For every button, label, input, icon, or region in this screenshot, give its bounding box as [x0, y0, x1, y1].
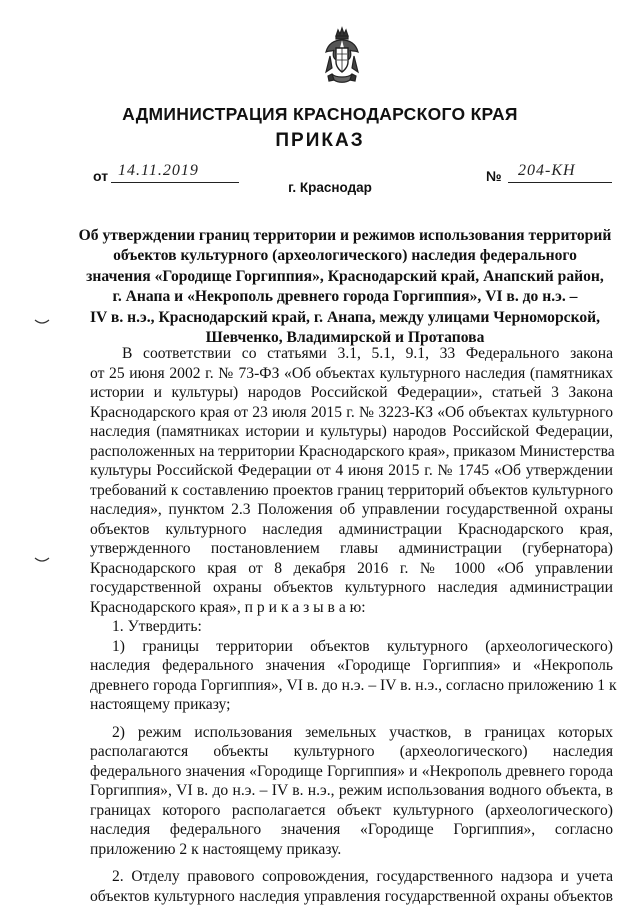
text-line: располагаются объекты культурного (археологического) наследия — [90, 742, 613, 762]
item-1-subitem-1 — [90, 637, 613, 715]
text-line: Горгиппия», VI в. до н.э. – IV в. н.э., режим использования водного объекта, в — [90, 781, 613, 801]
text-line: 2) режим использования земельных участков, в границах которых — [90, 723, 613, 743]
text-line: приложению 2 к настоящему приказу. — [90, 840, 613, 860]
paragraph-gap — [90, 715, 613, 723]
item-2 — [90, 867, 613, 906]
item-1-subitem-2 — [90, 723, 613, 860]
coat-of-arms-icon — [322, 26, 362, 86]
text-line: наследия федерального значения «Городище Горгиппия», согласно — [90, 820, 613, 840]
subject-line: Шевченко, Владимирской и Протапова — [78, 328, 612, 348]
hole-punch-mark-icon — [34, 556, 50, 564]
number-label: № — [486, 168, 502, 184]
date-value: 14.11.2019 — [118, 162, 199, 180]
text-line: требований к составлению проектов границ территорий объектов культурного — [90, 481, 613, 501]
document-type: ПРИКАЗ — [0, 130, 640, 152]
subject-line: значения «Городище Горгиппия», Краснодарский край, Анапский район, — [78, 267, 612, 287]
text-line: расположенных на территории Краснодарского края», приказом Министерства — [90, 442, 613, 462]
text-line: объектов культурного наследия управления государственной охраны объектов — [90, 887, 613, 906]
number-value: 204-КН — [518, 162, 576, 180]
text-line: истории и культуры) народов Российской Федерации», статьей 3 Закона — [90, 383, 613, 403]
city-label: г. Краснодар — [0, 180, 640, 195]
subject-line: г. Анапа и «Некрополь древнего города Горгиппия», VI в. до н.э. – — [78, 287, 612, 307]
text-line: 1) границы территории объектов культурного (археологического) — [90, 637, 613, 657]
text-line: федерального значения «Городище Горгиппия» и «Некрополь древнего города — [90, 762, 613, 782]
paragraph-gap — [90, 859, 613, 867]
preamble-paragraph — [90, 344, 613, 617]
organization-title: АДМИНИСТРАЦИЯ КРАСНОДАРСКОГО КРАЯ — [0, 104, 640, 125]
text-line: 1. Утвердить: — [90, 617, 613, 637]
date-label: от — [93, 168, 108, 184]
text-line: наследия (памятниках истории и культуры) народов Российской Федерации, — [90, 422, 613, 442]
text-line: Краснодарского края от 23 июля 2015 г. № 3223-КЗ «Об объектах культурного — [90, 403, 613, 423]
text-line: утвержденного постановлением главы администрации (губернатора) — [90, 539, 613, 559]
text-line: В соответствии со статьями 3.1, 5.1, 9.1, 33 Федерального закона — [90, 344, 613, 364]
text-line: 2. Отделу правового сопровождения, государственного надзора и учета — [90, 867, 613, 887]
text-line: наследия федерального значения «Городище Горгиппия» и «Некрополь — [90, 656, 613, 676]
order-body — [90, 344, 613, 906]
text-line: настоящему приказу; — [90, 695, 613, 715]
subject-line: объектов культурного (археологического) наследия федерального — [78, 246, 612, 266]
text-line: государственной охраны объектов культурного наследия администрации — [90, 578, 613, 598]
item-1-heading — [90, 617, 613, 637]
text-line: культуры Российской Федерации от 4 июня 2015 г. № 1745 «Об утверждении — [90, 461, 613, 481]
hole-punch-mark-icon — [34, 318, 50, 326]
text-line: границах которого располагается объект культурного (археологического) — [90, 801, 613, 821]
text-line: объектов культурного наследия администрации Краснодарского края, — [90, 520, 613, 540]
text-line: Краснодарского края от 8 декабря 2016 г. № 1000 «Об управлении — [90, 559, 613, 579]
text-line: от 25 июня 2002 г. № 73-ФЗ «Об объектах культурного наследия (памятниках — [90, 364, 613, 384]
order-subject — [78, 226, 612, 348]
text-line: наследия», пунктом 2.3 Положения об управлении государственной охраны — [90, 500, 613, 520]
subject-line: Об утверждении границ территории и режимов использования территорий — [78, 226, 612, 246]
subject-line: IV в. н.э., Краснодарский край, г. Анапа, между улицами Черноморской, — [78, 308, 612, 328]
text-line: Краснодарского края», п р и к а з ы в а ю: — [90, 598, 613, 618]
text-line: древнего города Горгиппия», VI в. до н.э. – IV в. н.э., согласно приложению 1 к — [90, 676, 613, 696]
